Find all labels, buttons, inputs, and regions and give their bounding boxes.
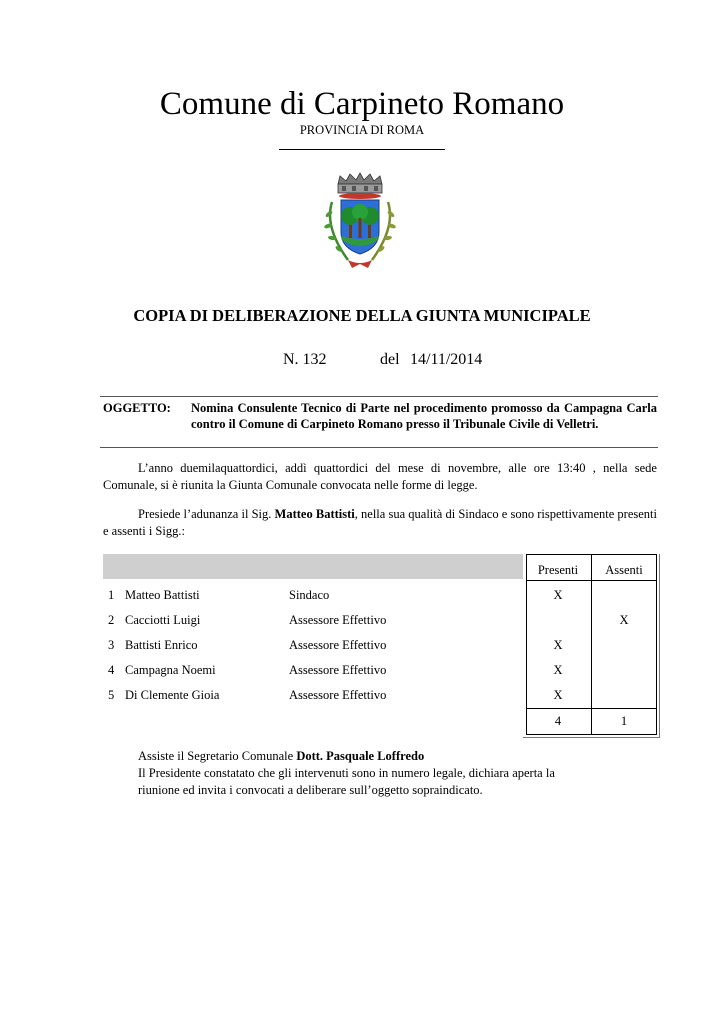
col-present-header: Presenti: [537, 563, 579, 577]
col-absent-header: Assenti: [605, 563, 643, 577]
deliberation-date: 14/11/2014: [410, 351, 483, 368]
deliberation-heading: COPIA DI DELIBERAZIONE DELLA GIUNTA MUNICIPALE: [133, 306, 591, 325]
attendance-total-rule: [527, 708, 656, 709]
present-mark: X: [553, 688, 563, 702]
coat-of-arms-icon: [312, 172, 408, 272]
attendance-header-rule: [527, 580, 656, 581]
member-role: Assessore Effettivo: [289, 663, 387, 677]
member-role: Assessore Effettivo: [289, 688, 387, 702]
row-number: 4: [108, 663, 115, 677]
quorum-line-2: riunione ed invita i convocati a deliberare sull’oggetto sopraindicato.: [138, 783, 483, 797]
secretary-line: [138, 748, 658, 765]
member-role: Assessore Effettivo: [289, 613, 387, 627]
present-mark: X: [553, 588, 563, 602]
row-number: 1: [108, 588, 115, 602]
municipality-title: Comune di Carpineto Romano: [159, 86, 565, 122]
member-name: Cacciotti Luigi: [125, 613, 201, 627]
attendance-header-band: [103, 554, 523, 579]
chair-paragraph: [103, 506, 657, 540]
row-number: 3: [108, 638, 115, 652]
member-name: Matteo Battisti: [125, 588, 200, 602]
member-role: Sindaco: [289, 588, 330, 602]
oggetto-text: Nomina Consulente Tecnico di Parte nel procedimento promosso da Campagna Carla contro il Comune di Carpineto Romano presso il Tribunale Civile di Velletri.: [191, 401, 657, 431]
member-role: Assessore Effettivo: [289, 638, 387, 652]
row-number: 2: [108, 613, 115, 627]
total-present: 4: [554, 714, 562, 728]
oggetto-bottom-rule: [100, 447, 658, 448]
member-name: Campagna Noemi: [125, 663, 216, 677]
row-number: 5: [108, 688, 115, 702]
secretary-name: Dott. Pasquale Loffredo: [296, 749, 425, 763]
absent-mark: X: [619, 613, 629, 627]
oggetto-label: OGGETTO:: [103, 401, 171, 415]
session-paragraph: L’anno duemilaquattordici, addì quattordici del mese di novembre, alle ore 13:40 , nella sede Comunale, si è riunita la Giunta Comunale convocata nelle forme di legge.: [103, 461, 657, 492]
present-mark: X: [553, 663, 563, 677]
chair-text-before: Presiede l’adunanza il Sig.: [138, 507, 275, 521]
secretary-prefix: Assiste il Segretario Comunale: [138, 749, 297, 763]
member-name: Di Clemente Gioia: [125, 688, 220, 702]
chair-name: Matteo Battisti: [274, 507, 355, 521]
date-prefix: del: [380, 351, 400, 368]
title-underline: [279, 149, 445, 150]
total-absent: 1: [620, 714, 628, 728]
province-subtitle: PROVINCIA DI ROMA: [299, 123, 425, 137]
chair-text-after: , nella sua qualità di Sindaco e sono rispettivamente presenti e assenti i Sigg.:: [103, 507, 657, 538]
quorum-line-1: Il Presidente constatato che gli intervenuti sono in numero legale, dichiara aperta la: [138, 766, 555, 780]
oggetto-top-rule: [100, 396, 658, 397]
deliberation-number: N. 132: [283, 351, 327, 368]
present-mark: X: [553, 638, 563, 652]
member-name: Battisti Enrico: [125, 638, 198, 652]
